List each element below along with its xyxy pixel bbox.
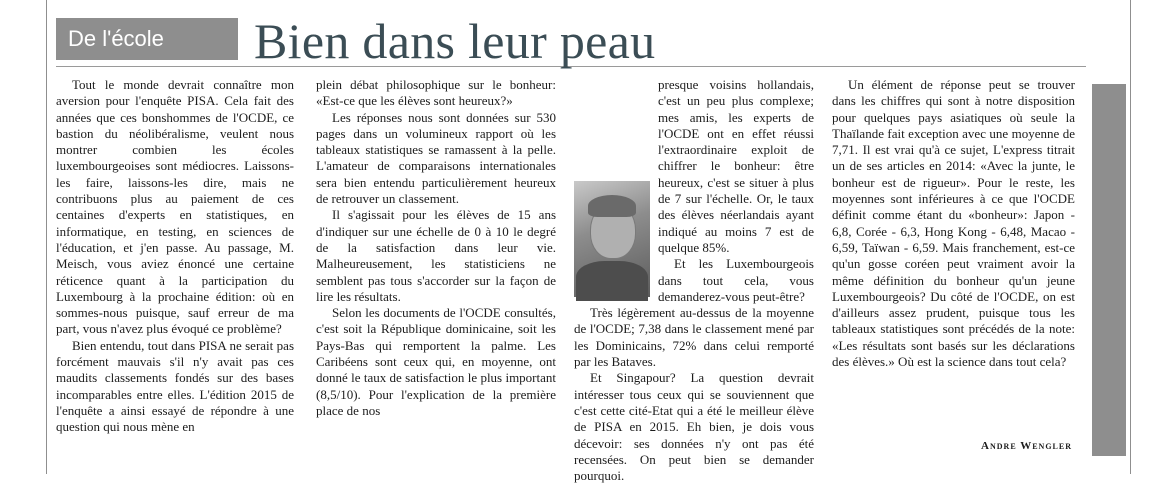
article-column-2	[316, 77, 556, 467]
article-column-1	[56, 77, 294, 467]
paragraph: Tout le monde devrait connaître mon aversion pour l'enquête PISA. Cela fait des années que ces bonshommes de l'OCDE, ce bastion du néolibéralisme, veulent nous montrer combien les écoles luxembourgeoises sont médiocres. Laissons-les faire, laissons-les dire, mais ne contribuons plus au paiement de ces centaines d'experts en statistiques, en informatique, en testing, en sciences de l'éducation, et j'en passe. Au passage, M. Meisch, vous aviez énoncé une certaine réticence quant à la participation du Luxembourg à la prochaine édition: où en sommes-nous puisque, sauf erreur de ma part, vous n'avez plus évoqué ce problème?	[56, 77, 294, 337]
paragraph: Très légèrement au-dessus de la moyenne de l'OCDE; 7,38 dans le classement mené par les Dominicains, 72% dans celui remporté par les Bataves.	[574, 305, 814, 370]
paragraph: Selon les documents de l'OCDE consultés, c'est soit la République dominicaine, soit les Pays-Bas qui remportent la palme. Les Caribéens sont ceux qui, en moyenne, ont donné le taux de satisfaction le plus important (8,5/10). Pour l'explication de la première place de nos	[316, 305, 556, 418]
page-edge-bar	[1092, 84, 1126, 456]
article-headline: Bien dans leur peau	[254, 13, 656, 69]
author-signature: Andre Wengler	[981, 440, 1072, 452]
left-margin-rule	[46, 0, 47, 474]
article-column-4	[832, 77, 1075, 467]
paragraph: Un élément de réponse peut se trouver dans les chiffres qui sont à notre disposition pour quelques pays asiatiques où seule la Thaïlande fait exception avec une moyenne de 7,71. Il est vrai qu'à ce sujet, L'express titrait un de ses articles en 2014: «Avec la junte, le bonheur est de rigueur». Pour le reste, les moyennes sont inférieures à ce que l'OCDE définit comme étant du «bonheur»: Japon - 6,8, Corée - 6,3, Hong Kong - 6,48, Macao - 6,59, Taïwan - 6,59. Mais franchement, est-ce qu'un gosse coréen peut vraiment avoir la même définition du bonheur qu'un jeune Luxembourgeois? Du côté de l'OCDE, on est d'ailleurs assez prudent, puisque tous les tableaux statistiques sont précédés de la note: «Les résultats sont basés sur les déclarations des élèves.» Où est la science dans tout cela?	[832, 77, 1075, 370]
article-column-3	[574, 77, 814, 484]
author-photo-hair	[588, 195, 636, 217]
section-rubric: De l'école	[56, 18, 238, 60]
paragraph: Et Singapour? La question devrait intéresser tous ceux qui se souviennent que c'est cette cité-Etat qui a été le meilleur élève de PISA en 2015. Eh bien, je dois vous décevoir: ses données n'y ont pas été recensées. On peut bien se demander pourquoi.	[574, 370, 814, 484]
paragraph: Bien entendu, tout dans PISA ne serait pas forcément mauvais s'il n'y avait pas ces maudits classements fondés sur des bases incomparables entre elles. L'édition 2015 de l'enquête a ainsi essayé de répondre à une question qui nous mène en	[56, 337, 294, 435]
right-margin-rule	[1130, 0, 1131, 474]
paragraph: presque voisins hollandais, c'est un peu plus complexe; mes amis, les experts de l'OCDE ont en effet réussi l'extraordinaire exploit de chiffrer le bonheur: être heureux, c'est se situer à plus de 7 sur l'échelle. Or, le taux des élèves néerlandais ayant indiqué au moins 7 est de quelque 85%.	[658, 77, 814, 255]
paragraph: Les réponses nous sont données sur 530 pages dans un volumineux rapport où les tableaux statistiques se ramassent à la pelle. L'amateur de comparaisons internationales sera bien entendu particulièrement heureux de retrouver un classement.	[316, 109, 556, 207]
paragraph: plein débat philosophique sur le bonheur: «Est-ce que les élèves sont heureux?»	[316, 77, 556, 109]
author-photo	[574, 181, 650, 297]
author-photo-shoulders	[576, 261, 648, 301]
paragraph: Il s'agissait pour les élèves de 15 ans d'indiquer sur une échelle de 0 à 10 le degré de la satisfaction dans leur vie. Malheureusement, les statisticiens ne semblent pas tous s'accorder sur la façon de lire les résultats.	[316, 207, 556, 304]
paragraph: Et les Luxembourgeois dans tout cela, vous demanderez-vous peut-être?	[658, 256, 814, 304]
